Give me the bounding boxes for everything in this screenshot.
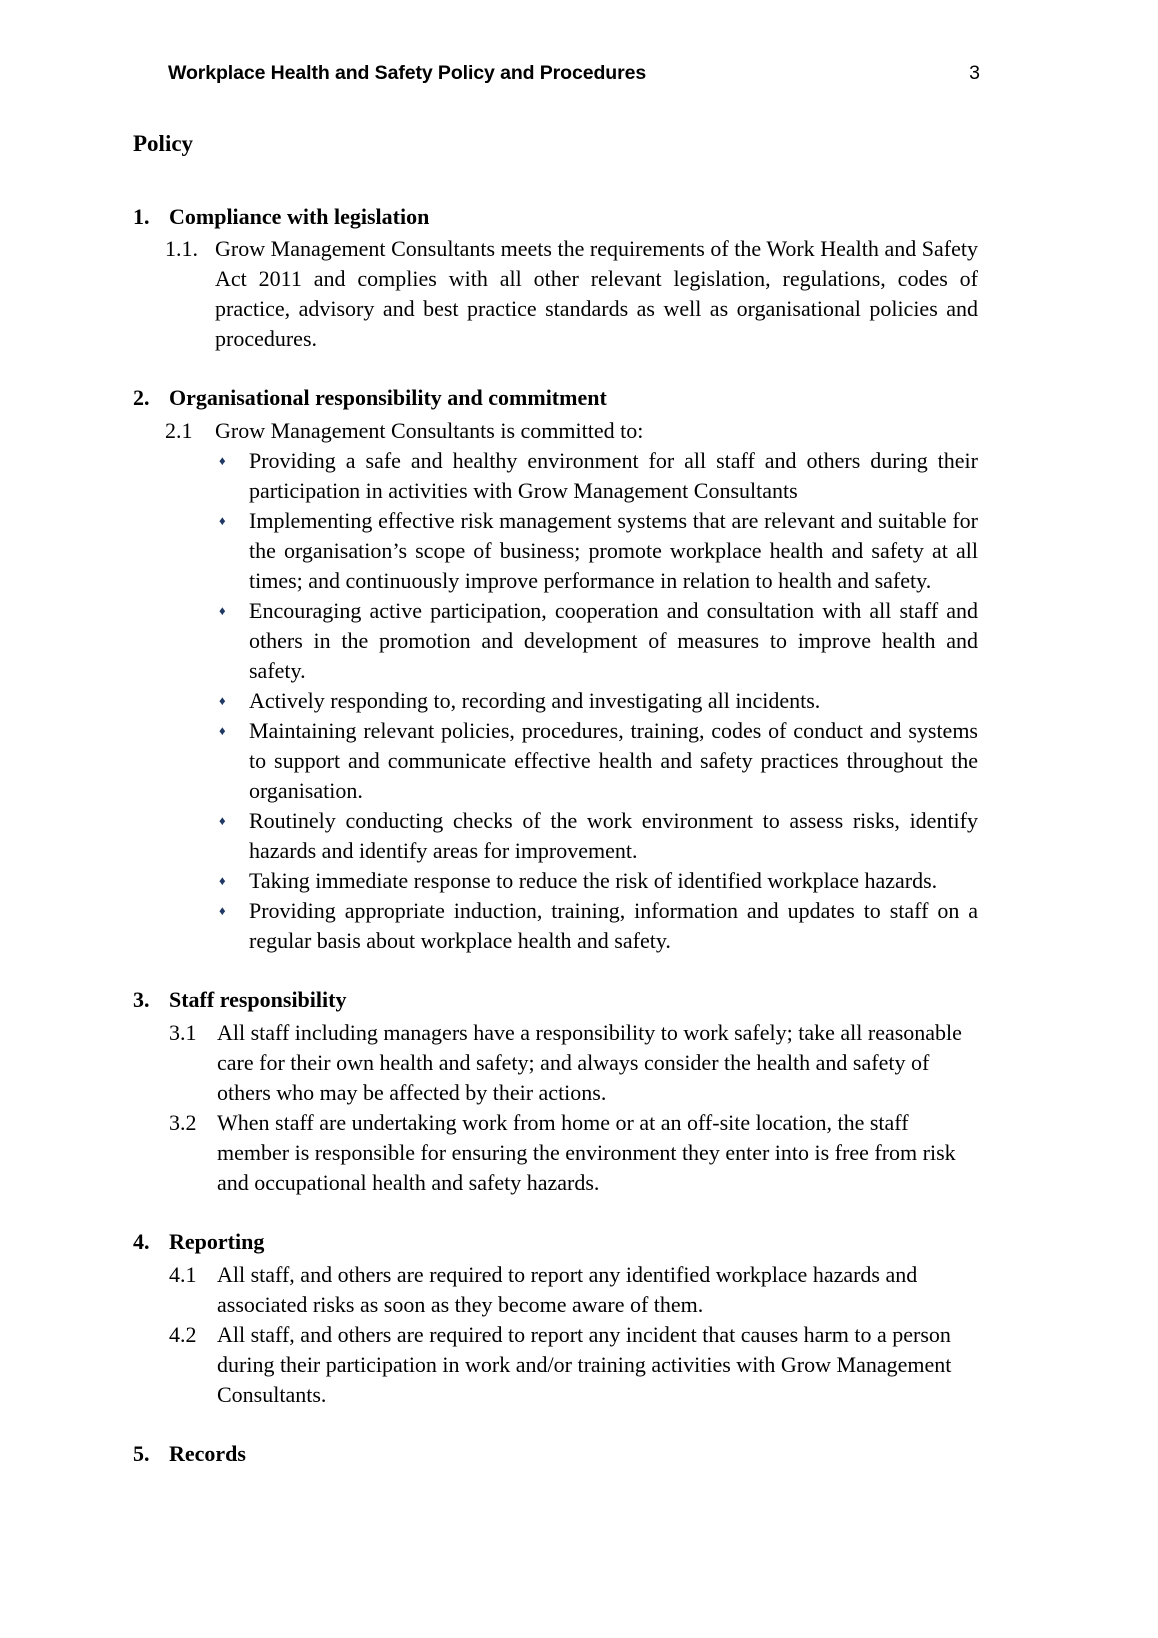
list-item-text: Actively responding to, recording and investigating all incidents.	[249, 688, 821, 714]
diamond-bullet-icon: ♦	[219, 513, 226, 529]
section-1	[133, 203, 978, 355]
diamond-bullet-icon: ♦	[219, 813, 226, 829]
section-3	[133, 986, 978, 1198]
section-title: Staff responsibility	[169, 987, 347, 1013]
page-running-header	[168, 62, 980, 85]
clause-text: All staff including managers have a responsibility to work safely; take all reasonable care for their own health and safety; and always consider the health and safety of others who may be affected by their actions.	[217, 1019, 962, 1105]
diamond-bullet-icon: ♦	[219, 903, 226, 919]
section-number: 3.	[133, 987, 150, 1013]
list-item	[133, 716, 978, 806]
section-5	[133, 1440, 978, 1469]
clause-text: Grow Management Consultants is committed to:	[215, 418, 644, 443]
list-item-text: Maintaining relevant policies, procedures, training, codes of conduct and systems to support and communicate effective health and safety practices throughout the organisation.	[249, 718, 978, 804]
list-item	[133, 806, 978, 866]
clause	[133, 1018, 978, 1108]
clause-number: 4.2	[169, 1321, 197, 1347]
diamond-bullet-icon: ♦	[219, 723, 226, 739]
list-item	[133, 506, 978, 596]
section-title: Compliance with legislation	[169, 203, 430, 229]
section-number: 4.	[133, 1228, 150, 1254]
clause-text: All staff, and others are required to report any incident that causes harm to a person during their participation in work and/or training activities with Grow Management Consultants.	[217, 1321, 952, 1407]
section-number: 1.	[133, 203, 150, 229]
clause-number: 2.1	[165, 418, 193, 443]
clause-number: 1.1.	[165, 236, 198, 262]
clause-text: Grow Management Consultants meets the requirements of the Work Health and Safety Act 2011 and complies with all other relevant legislation, regulations, codes of practice, advisory and best practice standards as well as organisational policies and procedures.	[215, 236, 978, 352]
diamond-bullet-icon: ♦	[219, 603, 226, 619]
diamond-bullet-icon: ♦	[219, 693, 226, 709]
section-4	[133, 1228, 978, 1410]
header-title: Workplace Health and Safety Policy and Procedures	[168, 62, 647, 84]
page-number: 3	[969, 62, 980, 84]
clause	[133, 416, 978, 446]
clause	[133, 1108, 978, 1198]
list-item	[133, 896, 978, 956]
list-item	[133, 866, 978, 896]
list-item	[133, 446, 978, 506]
section-heading	[133, 986, 978, 1015]
clause	[133, 1260, 978, 1320]
list-item	[133, 686, 978, 716]
document-body	[133, 130, 978, 1471]
list-item-text: Providing appropriate induction, training, information and updates to staff on a regular basis about workplace health and safety.	[249, 898, 978, 954]
section-title: Organisational responsibility and commitment	[169, 385, 607, 411]
section-number: 2.	[133, 385, 150, 411]
section-heading	[133, 203, 978, 232]
clause-number: 4.1	[169, 1261, 197, 1287]
section-2	[133, 384, 978, 956]
clause	[133, 234, 978, 354]
diamond-bullet-icon: ♦	[219, 453, 226, 469]
list-item-text: Taking immediate response to reduce the risk of identified workplace hazards.	[249, 868, 938, 894]
section-heading	[133, 1228, 978, 1257]
diamond-bullet-icon: ♦	[219, 873, 226, 889]
section-title: Reporting	[169, 1228, 265, 1254]
clause-text: All staff, and others are required to report any identified workplace hazards and associated risks as soon as they become aware of them.	[217, 1261, 918, 1317]
clause-number: 3.2	[169, 1109, 197, 1135]
section-number: 5.	[133, 1440, 150, 1466]
clause-number: 3.1	[169, 1019, 197, 1045]
section-heading	[133, 384, 978, 413]
list-item	[133, 596, 978, 686]
section-title: Records	[169, 1440, 246, 1466]
list-item-text: Implementing effective risk management systems that are relevant and suitable for the organisation’s scope of business; promote workplace health and safety at all times; and continuously improve performance in relation to health and safety.	[249, 508, 978, 594]
page-title: Policy	[133, 131, 194, 156]
clause-text: When staff are undertaking work from home or at an off-site location, the staff member is responsible for ensuring the environment they enter into is free from risk and occupational health and safety hazards.	[217, 1109, 956, 1195]
commitment-bullet-list	[133, 446, 978, 956]
clause	[133, 1320, 978, 1410]
list-item-text: Providing a safe and healthy environment for all staff and others during their participation in activities with Grow Management Consultants	[249, 448, 978, 504]
list-item-text: Encouraging active participation, cooperation and consultation with all staff and others in the promotion and development of measures to improve health and safety.	[249, 598, 978, 684]
list-item-text: Routinely conducting checks of the work environment to assess risks, identify hazards and identify areas for improvement.	[249, 808, 978, 864]
section-heading	[133, 1440, 978, 1469]
